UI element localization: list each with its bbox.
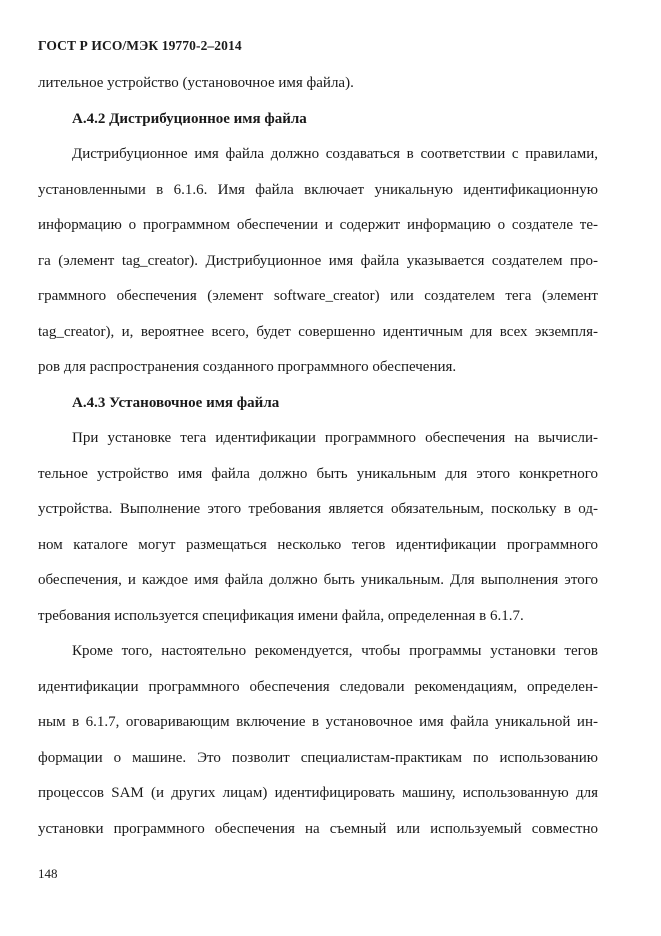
text-line: формации о машине. Это позволит специалистам-практикам по использованию <box>38 749 598 766</box>
page-number: 148 <box>38 866 58 881</box>
text-line: тельное устройство имя файла должно быть уникальным для этого конкретного <box>38 465 598 482</box>
paragraph-first-line: Кроме того, настоятельно рекомендуется, чтобы программы установки тегов <box>72 643 598 659</box>
paragraph-first-line: При установке тега идентификации программного обеспечения на вычисли- <box>72 430 598 446</box>
text-line: требования используется спецификация имени файла, определенная в 6.1.7. <box>38 607 524 624</box>
text-line: граммного обеспечения (элемент software_creator) или создателем тега (элемент <box>38 288 598 304</box>
text-line: лительное устройство (установочное имя файла). <box>38 75 354 91</box>
text-line: процессов SAM (и других лицам) идентифицировать машину, использованную для <box>38 785 598 801</box>
text-line: устройства. Выполнение этого требования является обязательным, поскольку в од- <box>38 501 598 517</box>
text-line: установки программного обеспечения на съемный или используемый совместно <box>38 820 598 837</box>
text-line: ным в 6.1.7, оговаривающим включение в установочное имя файла уникальной ин- <box>38 714 598 730</box>
document-body <box>38 66 598 847</box>
text-line: га (элемент tag_creator). Дистрибуционное имя файла указывается создателем про- <box>38 252 598 269</box>
text-line: ров для распространения созданного программного обеспечения. <box>38 359 457 375</box>
text-line: обеспечения, и каждое имя файла должно быть уникальным. Для выполнения этого <box>38 572 598 588</box>
section-heading-a42: А.4.2 Дистрибуционное имя файла <box>72 110 307 127</box>
text-line: информацию о программном обеспечении и содержит информацию о создателе те- <box>38 217 598 233</box>
text-line: ном каталоге могут размещаться несколько тегов идентификации программного <box>38 536 598 553</box>
text-line: идентификации программного обеспечения следовали рекомендациям, определен- <box>38 678 598 695</box>
document-header: ГОСТ Р ИСО/МЭК 19770-2–2014 <box>38 38 242 53</box>
text-line: tag_creator), и, вероятнее всего, будет совершенно идентичным для всех экземпля- <box>38 323 598 340</box>
paragraph-first-line: Дистрибуционное имя файла должно создаваться в соответствии с правилами, <box>72 146 598 162</box>
section-heading-a43: А.4.3 Установочное имя файла <box>72 394 280 411</box>
text-line: установленными в 6.1.6. Имя файла включает уникальную идентификационную <box>38 181 598 198</box>
